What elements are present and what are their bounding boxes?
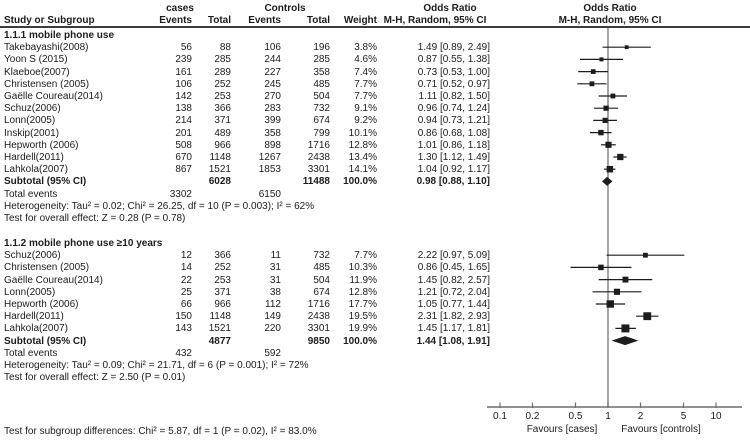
cases-total-value: 966 [214, 299, 231, 310]
cases-total-value: 253 [214, 91, 231, 102]
cases-events-value: 670 [175, 152, 192, 163]
study-row [0, 54, 750, 66]
or-ci-text: 1.21 [0.72, 2.04] [417, 286, 490, 298]
total-events-row [0, 189, 750, 201]
cases-total-value: 1148 [209, 152, 231, 163]
cases-total-value: 1521 [208, 323, 231, 335]
study-name: Lahkola(2007) [4, 323, 68, 335]
controls-events-value: 245 [264, 78, 281, 90]
or-ci-text: 1.01 [0.86, 1.18] [417, 139, 490, 151]
controls-events-value: 399 [264, 115, 281, 127]
cases-events-column-header: Events [159, 15, 192, 26]
or-ci-text: 1.30 [1.12, 1.49] [417, 152, 490, 163]
cases-total-value: 253 [214, 274, 231, 286]
controls-events-value: 358 [264, 127, 281, 139]
subtotal-cases-total: 4877 [208, 335, 231, 347]
controls-group-header: Controls [264, 3, 306, 14]
subtotal-label: Subtotal (95% CI) [4, 176, 87, 188]
study-name: Klaeboe(2007) [4, 66, 70, 78]
subgroup-title: 1.1.2 mobile phone use ≥10 years [4, 238, 163, 249]
weight-value: 12.8% [348, 139, 377, 151]
or-ci-text: 2.22 [0.97, 5.09] [417, 250, 490, 262]
cases-total-value: 289 [214, 66, 231, 78]
cases-events-value: 56 [180, 42, 192, 54]
study-row [0, 152, 750, 164]
study-row [0, 164, 750, 176]
cases-events-value: 239 [175, 54, 192, 66]
subtotal-label: Subtotal (95% CI) [4, 335, 87, 347]
subtotal-row [0, 176, 750, 188]
study-name: Inskip(2001) [4, 127, 60, 139]
or-ci-text: 0.71 [0.52, 0.97] [417, 78, 490, 90]
study-row [0, 103, 750, 115]
axis-tick-label: 0.2 [525, 411, 540, 422]
weight-value: 7.7% [354, 250, 377, 262]
favours-left-label: Favours [cases] [526, 424, 598, 435]
weight-value: 9.1% [354, 103, 377, 115]
heterogeneity-text: Heterogeneity: Tau² = 0.02; Chi² = 26.25, df = 10 (P = 0.003); I² = 62% [4, 200, 315, 212]
controls-events-value: 31 [269, 274, 281, 286]
total-events-cases: 432 [175, 347, 192, 359]
study-row [0, 299, 750, 311]
subgroup-title-row [0, 238, 750, 250]
study-row [0, 250, 750, 262]
subtotal-controls-total: 9850 [307, 335, 330, 347]
controls-total-value: 674 [313, 115, 330, 127]
or-ci-text: 0.96 [0.74, 1.24] [417, 103, 490, 115]
study-row [0, 115, 750, 127]
weight-value: 4.6% [354, 54, 377, 66]
study-name: Hepworth (2006) [4, 299, 79, 310]
favours-right-label: Favours [controls] [621, 424, 701, 435]
controls-total-value: 1716 [307, 139, 330, 151]
controls-events-column-header: Events [248, 15, 281, 26]
study-row [0, 140, 750, 152]
cases-total-value: 366 [214, 103, 231, 115]
controls-events-value: 112 [265, 299, 281, 310]
cases-events-value: 214 [175, 115, 192, 127]
cases-events-value: 867 [175, 164, 192, 176]
weight-value: 7.7% [354, 78, 377, 90]
controls-total-value: 485 [313, 78, 330, 90]
study-name: Takebayashi(2008) [4, 42, 89, 54]
controls-total-value: 196 [313, 42, 330, 54]
study-column-header: Study or Subgroup [4, 15, 95, 26]
overall-effect-row [0, 372, 750, 384]
study-row [0, 275, 750, 287]
cases-events-value: 66 [180, 299, 192, 310]
controls-total-value: 285 [313, 54, 330, 66]
weight-value: 14.1% [348, 164, 377, 176]
controls-total-value: 504 [313, 91, 330, 102]
controls-events-value: 227 [264, 66, 281, 78]
axis-tick-label: 1 [605, 411, 611, 422]
weight-column-header: Weight [343, 15, 377, 26]
total-events-row [0, 348, 750, 360]
total-events-controls: 592 [264, 347, 281, 359]
weight-value: 10.1% [348, 127, 377, 139]
subgroup-title-row [0, 30, 750, 42]
or-ci-text: 1.04 [0.92, 1.17] [417, 164, 490, 176]
or-ci-text: 0.73 [0.53, 1.00] [417, 66, 490, 78]
study-name: Hardell(2011) [4, 311, 64, 323]
weight-value: 7.4% [354, 66, 377, 78]
controls-events-value: 106 [264, 42, 281, 54]
or-ci-text: 0.86 [0.45, 1.65] [417, 262, 490, 274]
cases-events-value: 161 [175, 66, 192, 78]
study-name: Christensen (2005) [4, 78, 90, 90]
cases-total-value: 252 [214, 262, 231, 274]
controls-total-value: 2438 [307, 311, 330, 323]
axis-tick-label: 2 [637, 411, 644, 422]
total-events-label: Total events [4, 188, 58, 200]
study-name: Yoon S (2015) [4, 54, 68, 66]
heterogeneity-row [0, 201, 750, 213]
cases-events-value: 22 [180, 274, 192, 286]
cases-events-value: 142 [175, 91, 192, 102]
cases-total-value: 1521 [208, 164, 231, 176]
controls-total-value: 732 [313, 250, 330, 262]
controls-total-value: 504 [313, 274, 330, 286]
study-name: Schuz(2006) [4, 103, 61, 115]
controls-total-value: 732 [313, 103, 330, 115]
controls-events-value: 220 [264, 323, 281, 335]
cases-group-header: cases [166, 3, 194, 14]
study-name: Christensen (2005) [4, 262, 90, 274]
or-ci-text: 2.31 [1.82, 2.93] [417, 311, 490, 323]
or-ci-text: 0.86 [0.68, 1.08] [417, 127, 490, 139]
study-name: Gaëlle Coureau(2014) [4, 91, 103, 102]
weight-value: 19.9% [348, 323, 377, 335]
subgroup-title: 1.1.1 mobile phone use [4, 30, 115, 41]
study-name: Gaëlle Coureau(2014) [4, 274, 103, 286]
weight-value: 9.2% [354, 115, 377, 127]
controls-events-value: 1267 [258, 152, 281, 163]
or-ci-text: 1.45 [1.17, 1.81] [417, 323, 490, 335]
cases-total-column-header: Total [207, 15, 231, 26]
subtotal-weight: 100.0% [343, 176, 377, 188]
weight-value: 7.7% [354, 91, 377, 102]
cases-events-value: 201 [175, 127, 192, 139]
overall-effect-text: Test for overall effect: Z = 0.28 (P = 0.78) [4, 213, 186, 224]
subtotal-or-ci-text: 0.98 [0.88, 1.10] [416, 176, 490, 188]
overall-effect-row [0, 213, 750, 225]
controls-events-value: 270 [264, 91, 281, 102]
study-row [0, 323, 750, 335]
study-name: Lonn(2005) [4, 286, 56, 298]
cases-total-value: 966 [214, 139, 231, 151]
odds-ratio-text-header: Odds Ratio [423, 3, 477, 14]
controls-events-value: 38 [269, 286, 281, 298]
method-ci-text-header: M-H, Random, 95% CI [383, 15, 487, 26]
study-name: Lahkola(2007) [4, 164, 68, 176]
or-ci-text: 0.94 [0.73, 1.21] [417, 115, 490, 127]
cases-events-value: 143 [175, 323, 192, 335]
cases-total-value: 371 [214, 115, 231, 127]
odds-ratio-plot-header: Odds Ratio [583, 3, 637, 14]
cases-events-value: 138 [175, 103, 192, 115]
or-ci-text: 1.45 [0.82, 2.57] [417, 274, 490, 286]
cases-events-value: 25 [180, 286, 192, 298]
controls-total-column-header: Total [306, 15, 330, 26]
study-name: Hepworth (2006) [4, 139, 79, 151]
weight-value: 12.8% [348, 286, 377, 298]
controls-events-value: 244 [264, 54, 281, 66]
study-row [0, 128, 750, 140]
study-row [0, 311, 750, 323]
total-events-cases: 3302 [169, 188, 192, 200]
controls-total-value: 1716 [307, 299, 330, 310]
weight-value: 3.8% [354, 42, 377, 54]
or-ci-text: 1.49 [0.89, 2.49] [417, 42, 490, 54]
total-events-label: Total events [4, 347, 58, 359]
axis-tick-label: 10 [710, 411, 722, 422]
study-row [0, 262, 750, 274]
controls-total-value: 799 [313, 127, 330, 139]
axis-tick-label: 0.5 [568, 411, 583, 422]
study-name: Hardell(2011) [4, 152, 64, 163]
subtotal-weight: 100.0% [343, 335, 377, 347]
controls-events-value: 11 [270, 250, 281, 262]
cases-events-value: 508 [175, 139, 192, 151]
controls-total-value: 358 [313, 66, 330, 78]
subtotal-cases-total: 6028 [208, 176, 231, 188]
overall-effect-text: Test for overall effect: Z = 2.50 (P = 0.01) [4, 372, 186, 384]
study-row [0, 79, 750, 91]
cases-total-value: 489 [214, 127, 231, 139]
total-events-controls: 6150 [258, 188, 281, 200]
or-ci-text: 1.11 [0.82, 1.50] [418, 91, 490, 102]
controls-total-value: 3301 [307, 164, 330, 176]
study-name: Lonn(2005) [4, 115, 56, 127]
weight-value: 19.5% [348, 311, 377, 323]
study-row [0, 67, 750, 79]
or-ci-text: 0.87 [0.55, 1.38] [417, 54, 490, 66]
controls-events-value: 898 [264, 139, 281, 151]
controls-events-value: 31 [269, 262, 281, 274]
axis-tick-label: 0.1 [493, 411, 507, 422]
axis-tick-label: 5 [680, 411, 687, 422]
study-row [0, 91, 750, 103]
controls-total-value: 3301 [307, 323, 330, 335]
study-name: Schuz(2006) [4, 250, 61, 262]
cases-total-value: 285 [214, 54, 231, 66]
cases-total-value: 1148 [209, 311, 231, 323]
controls-total-value: 485 [313, 262, 330, 274]
subtotal-or-ci-text: 1.44 [1.08, 1.91] [416, 335, 490, 347]
subtotal-row [0, 336, 750, 348]
controls-total-value: 674 [313, 286, 330, 298]
cases-events-value: 150 [175, 311, 192, 323]
study-row [0, 42, 750, 54]
cases-events-value: 14 [180, 262, 192, 274]
controls-events-value: 149 [264, 311, 281, 323]
or-ci-text: 1.05 [0.77, 1.44] [417, 299, 490, 310]
cases-total-value: 252 [214, 78, 231, 90]
weight-value: 11.9% [349, 274, 377, 286]
weight-value: 13.4% [348, 152, 377, 163]
weight-value: 10.3% [348, 262, 377, 274]
subgroup-difference-test: Test for subgroup differences: Chi² = 5.87, df = 1 (P = 0.02), I² = 83.0% [4, 426, 317, 437]
cases-events-value: 12 [180, 250, 192, 262]
method-ci-plot-header: M-H, Random, 95% CI [558, 15, 662, 26]
study-row [0, 287, 750, 299]
heterogeneity-text: Heterogeneity: Tau² = 0.09; Chi² = 21.71, df = 6 (P = 0.001); I² = 72% [4, 360, 309, 371]
controls-events-value: 283 [264, 103, 281, 115]
controls-events-value: 1853 [258, 164, 281, 176]
cases-total-value: 366 [214, 250, 231, 262]
cases-total-value: 371 [214, 286, 231, 298]
heterogeneity-row [0, 360, 750, 372]
cases-total-value: 88 [219, 42, 231, 54]
subtotal-controls-total: 11488 [302, 176, 330, 188]
controls-total-value: 2438 [307, 152, 330, 163]
cases-events-value: 106 [175, 78, 192, 90]
weight-value: 17.7% [348, 299, 377, 310]
